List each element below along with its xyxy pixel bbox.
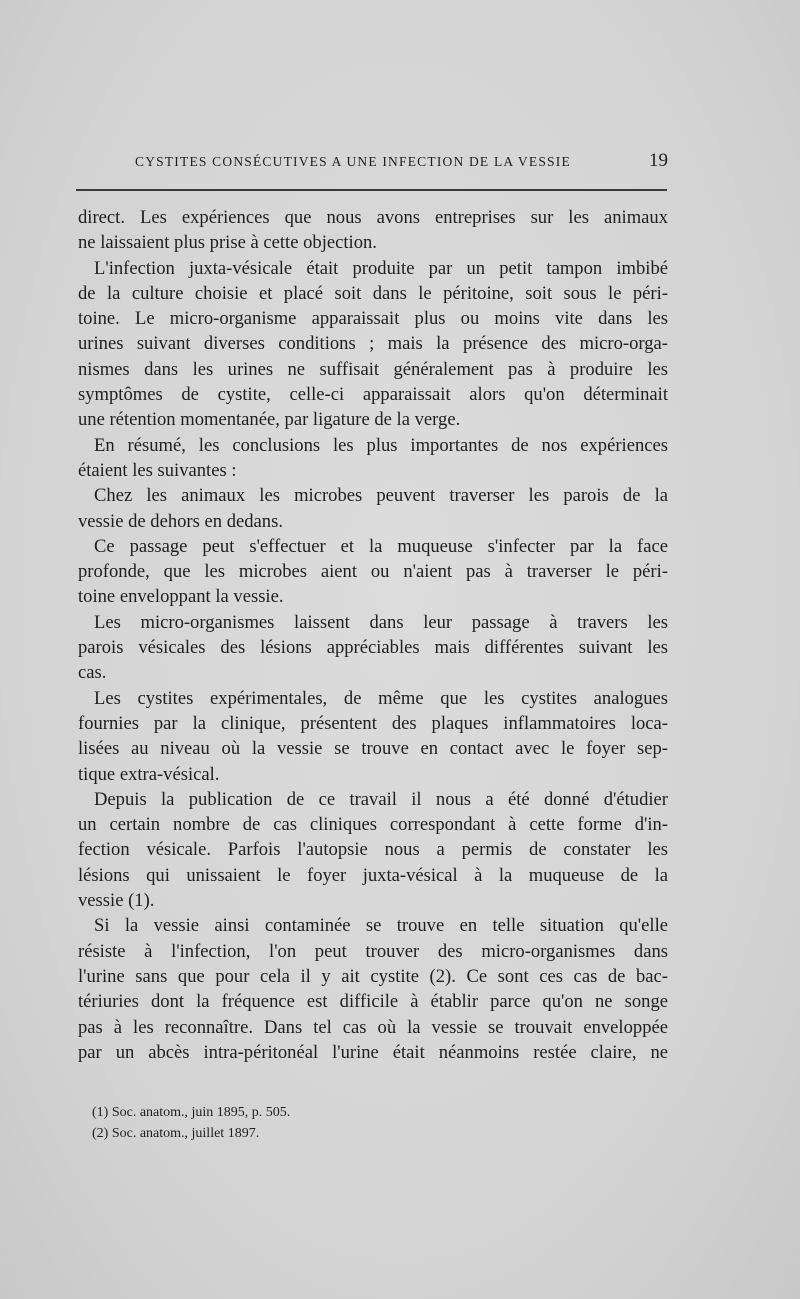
text-line: direct. Les expériences que nous avons entreprises sur les animaux [78, 207, 668, 228]
text-line: pas à les reconnaître. Dans tel cas où la vessie se trouvait enveloppée [78, 1016, 668, 1038]
text-line: vessie (1). [78, 890, 155, 912]
footnote-2: (2) Soc. anatom., juillet 1897. [92, 1126, 260, 1141]
text-line: ne laissaient plus prise à cette objection. [78, 232, 377, 254]
running-title: CYSTITES CONSÉCUTIVES A UNE INFECTION DE LA VESSIE [135, 154, 571, 169]
text-line: l'urine sans que pour cela il y ait cystite (2). Ce sont ces cas de bac- [78, 965, 668, 987]
text-line: fection vésicale. Parfois l'autopsie nous a permis de constater les [78, 839, 668, 861]
footnote-1: (1) Soc. anatom., juin 1895, p. 505. [92, 1105, 291, 1120]
text-line: Si la vessie ainsi contaminée se trouve en telle situation qu'elle [94, 915, 668, 937]
text-line: L'infection juxta-vésicale était produite par un petit tampon imbibé [94, 257, 668, 279]
header-rule [76, 189, 667, 191]
text-line: parois vésicales des lésions appréciables mais différentes suivant les [78, 637, 668, 659]
text-line: une rétention momentanée, par ligature de la verge. [78, 409, 461, 431]
text-line: urines suivant diverses conditions ; mais la présence des micro-orga- [78, 333, 668, 355]
text-line: résiste à l'infection, l'on peut trouver des micro-organismes dans [78, 940, 668, 962]
text-line: tique extra-vésical. [78, 763, 220, 785]
text-line: par un abcès intra-péritonéal l'urine était néanmoins restée claire, ne [78, 1041, 668, 1063]
text-line: Les cystites expérimentales, de même que les cystites analogues [94, 687, 668, 709]
text-line: lisées au niveau où la vessie se trouve en contact avec le foyer sep- [78, 738, 668, 760]
text-line: nismes dans les urines ne suffisait généralement pas à produire les [78, 358, 668, 380]
text-line: Chez les animaux les microbes peuvent traverser les parois de la [94, 485, 668, 507]
text-line: toine enveloppant la vessie. [78, 586, 284, 608]
text-line: En résumé, les conclusions les plus importantes de nos expériences [94, 434, 668, 456]
text-line: Ce passage peut s'effectuer et la muqueuse s'infecter par la face [94, 535, 668, 557]
text-line: toine. Le micro-organisme apparaissait plus ou moins vite dans les [78, 308, 668, 330]
text-line: profonde, que les microbes aient ou n'aient pas à traverser le péri- [78, 561, 668, 583]
text-line: tériuries dont la fréquence est difficile à établir parce qu'on ne songe [78, 991, 668, 1013]
text-line: Depuis la publication de ce travail il nous a été donné d'étudier [94, 788, 668, 810]
text-line: Les micro-organismes laissent dans leur passage à travers les [94, 611, 668, 633]
footnotes [92, 1102, 290, 1144]
body-text [78, 205, 668, 1065]
text-line: de la culture choisie et placé soit dans le péritoine, soit sous le péri- [78, 282, 668, 304]
text-line: vessie de dehors en dedans. [78, 510, 283, 532]
page-number: 19 [649, 150, 668, 171]
text-line: fournies par la clinique, présentent des plaques inflammatoires loca- [78, 712, 668, 734]
text-line: lésions qui unissaient le foyer juxta-vésical à la muqueuse de la [78, 864, 668, 886]
text-line: un certain nombre de cas cliniques correspondant à cette forme d'in- [78, 814, 668, 836]
text-line: cas. [78, 662, 107, 684]
text-line: étaient les suivantes : [78, 459, 237, 481]
text-line: symptômes de cystite, celle-ci apparaissait alors qu'on déterminait [78, 384, 668, 406]
